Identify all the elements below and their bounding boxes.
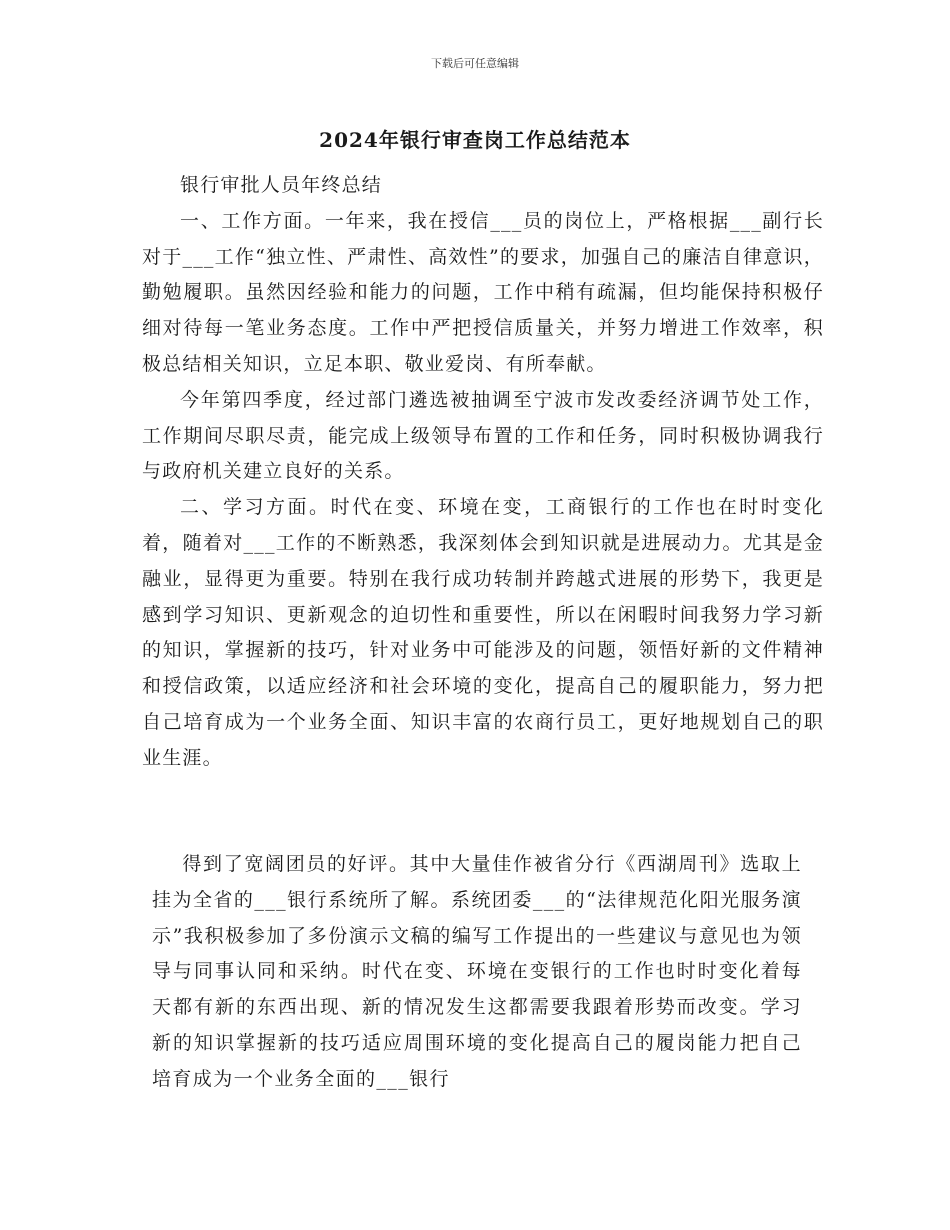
document-title: 2024年银行审查岗工作总结范本 xyxy=(319,128,631,152)
document-body xyxy=(142,168,824,777)
paragraph-continuation: 得到了宽阔团员的好评。其中大量佳作被省分行《西湖周刊》选取上挂为全省的___银行系统所了解。系统团委___的“法律规范化阳光服务演示”我积极参加了多份演示文稿的编写工作提出的一些建议与意见也为领导与同事认同和采纳。时代在变、环境在变银行的工作也时时变化着每天都有新的东西出现、新的情况发生这都需要我跟着形势而改变。学习新的知识掌握新的技巧适应周围环境的变化提高自己的履岗能力把自己培育成为一个业务全面的___银行 xyxy=(152,853,802,1090)
paragraph-study: 二、学习方面。时代在变、环境在变，工商银行的工作也在时时变化着，随着对___工作的不断熟悉，我深刻体会到知识就是进展动力。尤其是金融业，显得更为重要。特别在我行成功转制并跨越式进展的形势下，我更是感到学习知识、更新观念的迫切性和重要性，所以在闲暇时间我努力学习新的知识，掌握新的技巧，针对业务中可能涉及的问题，领悟好新的文件精神和授信政策，以适应经济和社会环境的变化，提高自己的履职能力，努力把自己培育成为一个业务全面、知识丰富的农商行员工，更好地规划自己的职业生涯。 xyxy=(142,496,824,769)
paragraph-work: 一、工作方面。一年来，我在授信___员的岗位上，严格根据___副行长对于___工作“独立性、严肃性、高效性”的要求，加强自己的廉洁自律意识，勤勉履职。虽然因经验和能力的问题，工作中稍有疏漏，但均能保持积极仔细对待每一笔业务态度。工作中严把授信质量关，并努力增进工作效率，积极总结相关知识，立足本职、敬业爱岗、有所奉献。 xyxy=(142,209,824,375)
paragraph-fourth-quarter: 今年第四季度，经过部门遴选被抽调至宁波市发改委经济调节处工作，工作期间尽职尽责，能完成上级领导布置的工作和任务，同时积极协调我行与政府机关建立良好的关系。 xyxy=(142,388,824,483)
paragraph-subtitle: 银行审批人员年终总结 xyxy=(180,174,383,196)
page-header-note: 下载后可任意编辑 xyxy=(431,57,519,70)
continuation-block xyxy=(152,847,802,1098)
